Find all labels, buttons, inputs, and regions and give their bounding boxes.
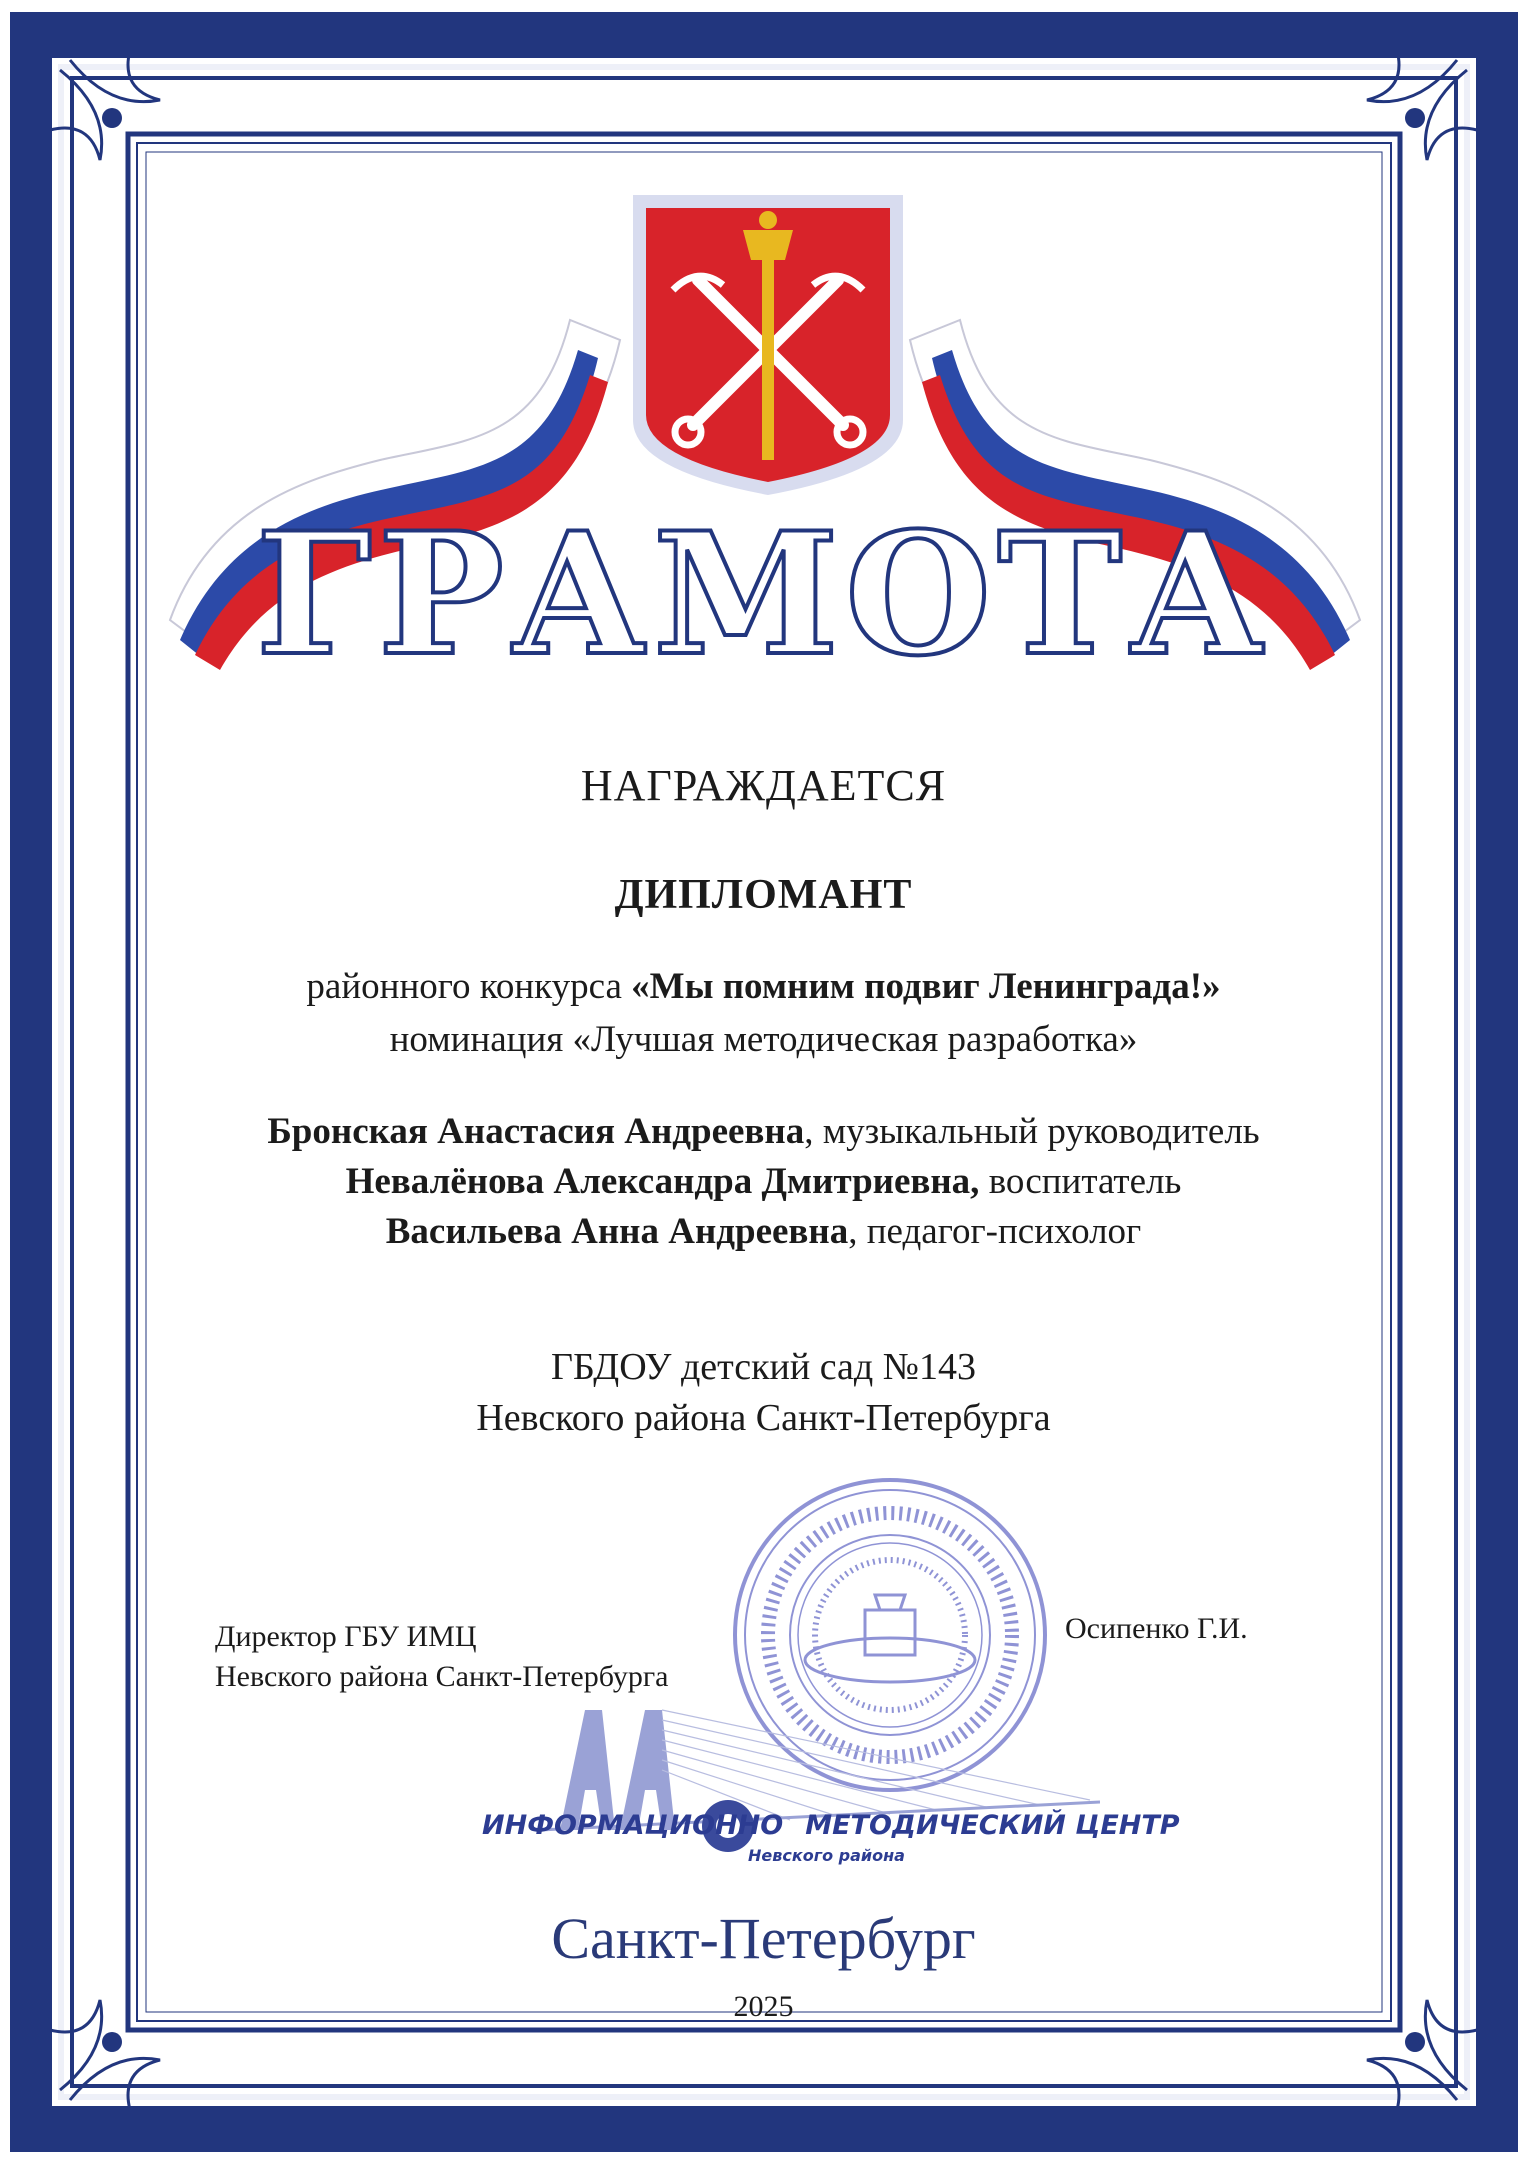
recipient-2 [0, 1160, 1527, 1204]
logo-subtitle: Невского района [748, 1846, 905, 1865]
logo-text [482, 1810, 1180, 1841]
recipient-name: Васильева Анна Андреевна [385, 1211, 849, 1252]
rank-heading: ДИПЛОМАНТ [614, 872, 913, 918]
certificate-title: ГРАМОТА [255, 495, 1272, 693]
logo-text-right: МЕТОДИЧЕСКИЙ ЦЕНТР [805, 1810, 1180, 1841]
signatory-position-1: Директор ГБУ ИМЦ [215, 1620, 477, 1653]
recipient-role: , педагог-психолог [848, 1211, 1142, 1252]
contest-prefix: районного конкурса [306, 966, 632, 1007]
logo-text-left: ИНФОРМАЦИОННО [482, 1810, 784, 1841]
coat-of-arms-icon [628, 190, 908, 500]
signatory-name: Осипенко Г.И. [1065, 1612, 1248, 1645]
city-name: Санкт-Петербург [551, 1906, 976, 1971]
recipient-name: Бронская Анастасия Андреевна [267, 1111, 805, 1152]
recipient-3 [0, 1210, 1527, 1254]
contest-name: «Мы помним подвиг Ленинграда!» [631, 966, 1221, 1007]
awarded-heading: НАГРАЖДАЕТСЯ [580, 761, 947, 810]
nomination-line: номинация «Лучшая методическая разработка» [389, 1019, 1138, 1060]
organization-line-2: Невского района Санкт-Петербурга [476, 1397, 1051, 1439]
recipient-role: воспитатель [979, 1161, 1182, 1202]
contest-line [0, 965, 1527, 1009]
recipient-1 [0, 1110, 1527, 1154]
recipient-role: , музыкальный руководитель [804, 1111, 1260, 1152]
signatory-position-2: Невского района Санкт-Петербурга [215, 1660, 669, 1693]
organization-line-1: ГБДОУ детский сад №143 [550, 1346, 977, 1388]
year: 2025 [733, 1990, 794, 2023]
recipient-name: Невалёнова Александра Дмитриевна, [345, 1161, 980, 1202]
